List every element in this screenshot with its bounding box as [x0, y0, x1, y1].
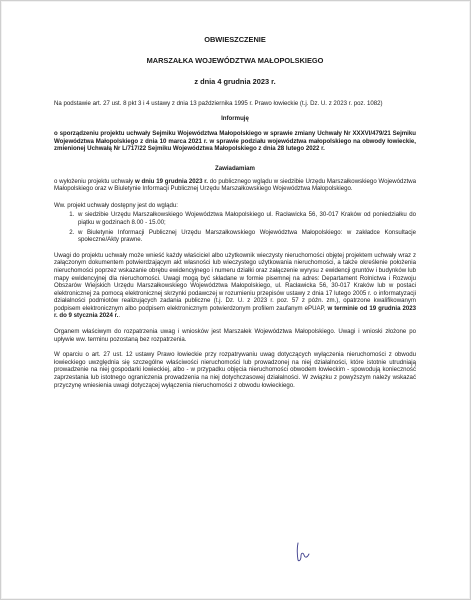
list-item: 2. w Biuletynie Informacji Publicznej Urzędu Marszałkowskiego Województwa Małopolskiego: w zakładce Konsultacje społeczne/Akty prawne. — [76, 229, 416, 244]
issuer-title: MARSZAŁKA WOJEWÓDZTWA MAŁOPOLSKIEGO — [146, 56, 324, 65]
document-title: OBWIESZCZENIE — [204, 35, 266, 44]
subject-paragraph: o sporządzeniu projektu uchwały Sejmiku Województwa Małopolskiego w sprawie zmiany Uchwały Nr XXXVI/479/21 Sejmiku Województwa Małopolskiego z dnia 10 marca 2021 r. w sprawie podziału województwa małopolskiego na obwody łowieckie, zmienionej Uchwałą Nr L/717/22 Sejmiku Województwa Małopolskiego z dnia 28 lutego 2022 r. — [54, 130, 416, 153]
justification-paragraph: W oparciu o art. 27 ust. 12 ustawy Prawo łowieckie przy rozpatrywaniu uwag dotyczących wyłączenia nieruchomości z obwodu łowieckiego uwzględnia się szczególne właściwości nieruchomości lub prowadzonej na niej działalności, które istotnie utrudniają prowadzenie na niej gospodarki łowieckiej, albo - w przypadku objęcia nieruchomości obwodem łowieckim - spowodują konieczność zaprzestania lub istotnego ograniczenia prowadzenia na niej dotychczasowej działalności. W związku z powyższym należy wskazać przyczynę wniesienia uwagi dotyczącej wyłączenia nieruchomości z obwodu łowieckiego. — [54, 351, 416, 389]
document-body — [54, 35, 416, 389]
display-paragraph — [54, 178, 416, 193]
remarks-deadline: w terminie od 19 grudnia 2023 r. do 9 stycznia 2024 r. — [54, 304, 417, 320]
legal-basis: Na podstawie art. 27 ust. 8 pkt 3 i 4 ustawy z dnia 13 października 1995 r. Prawo łowieckie (t.j. Dz. U. z 2023 r. poz. 1082) — [54, 100, 383, 107]
document-date: z dnia 4 grudnia 2023 r. — [194, 77, 276, 86]
display-text-1: o wyłożeniu projektu uchwały — [54, 177, 136, 185]
remarks-text: Uwagi do projektu uchwały może wnieść każdy właściciel albo użytkownik wieczysty nieruchomości objętej projektem uchwały wraz z załączonym dokumentem potwierdzającym akt własności lub wieczystego użytkowania nieruchomości, a także określenie położenia nieruchomości poprzez wskazanie obrębu ewidencyjnego i numeru działki oraz załączenie wyrysu z ewidencji gruntów i budynków lub mapy ewidencyjnej dla nieruchomości. Uwagi mogą być składane w formie pisemnej na adres: Departament Rolnictwa i Rozwoju Obszarów Wiejskich Urzędu Marszałkowskiego Województwa Małopolskiego, ul. Racławicka 56, 30-017 Kraków lub w postaci elektronicznej za pomocą elektronicznej skrzynki podawczej w rozumieniu przepisów ustawy z dnia 17 lutego 2005 r. o informatyzacji działalności podmiotów realizujących zadania publiczne (t.j. Dz. U. z 2023 r. poz. 57 z późn. zm.), opatrzone kwalifikowanym podpisem elektronicznym albo podpisem elektronicznym potwierdzonym profilem zaufanym ePUAP, — [54, 251, 416, 312]
display-date: w dniu 19 grudnia 2023 r. — [135, 177, 208, 185]
signature-mark — [292, 541, 312, 563]
notify-heading: Zawiadamiam — [215, 164, 255, 172]
availability-list — [54, 211, 416, 243]
remarks-paragraph — [54, 252, 416, 320]
availability-intro: Ww. projekt uchwały dostępny jest do wglądu: — [54, 201, 178, 209]
list-item: 1. w siedzibie Urzędu Marszałkowskiego Województwa Małopolskiego ul. Racławicka 56, 30-017 Kraków od poniedziałku do piątku w godzinach 8.00 - 15.00; — [76, 211, 416, 226]
display-text-2: do publicznego wglądu w siedzibie Urzędu Marszałkowskiego Województwa Małopolskiego oraz w Biuletynie Informacji Publicznej Urzędu Marszałkowskiego Województwa Małopolskiego. — [54, 177, 416, 193]
inform-heading: Informuję — [221, 114, 249, 122]
authority-paragraph: Organem właściwym do rozpatrzenia uwag i wniosków jest Marszałek Województwa Małopolskiego. Uwagi i wnioski złożone po upływie ww. terminu pozostaną bez rozpatrzenia. — [54, 328, 416, 343]
remarks-period: . — [118, 312, 121, 320]
